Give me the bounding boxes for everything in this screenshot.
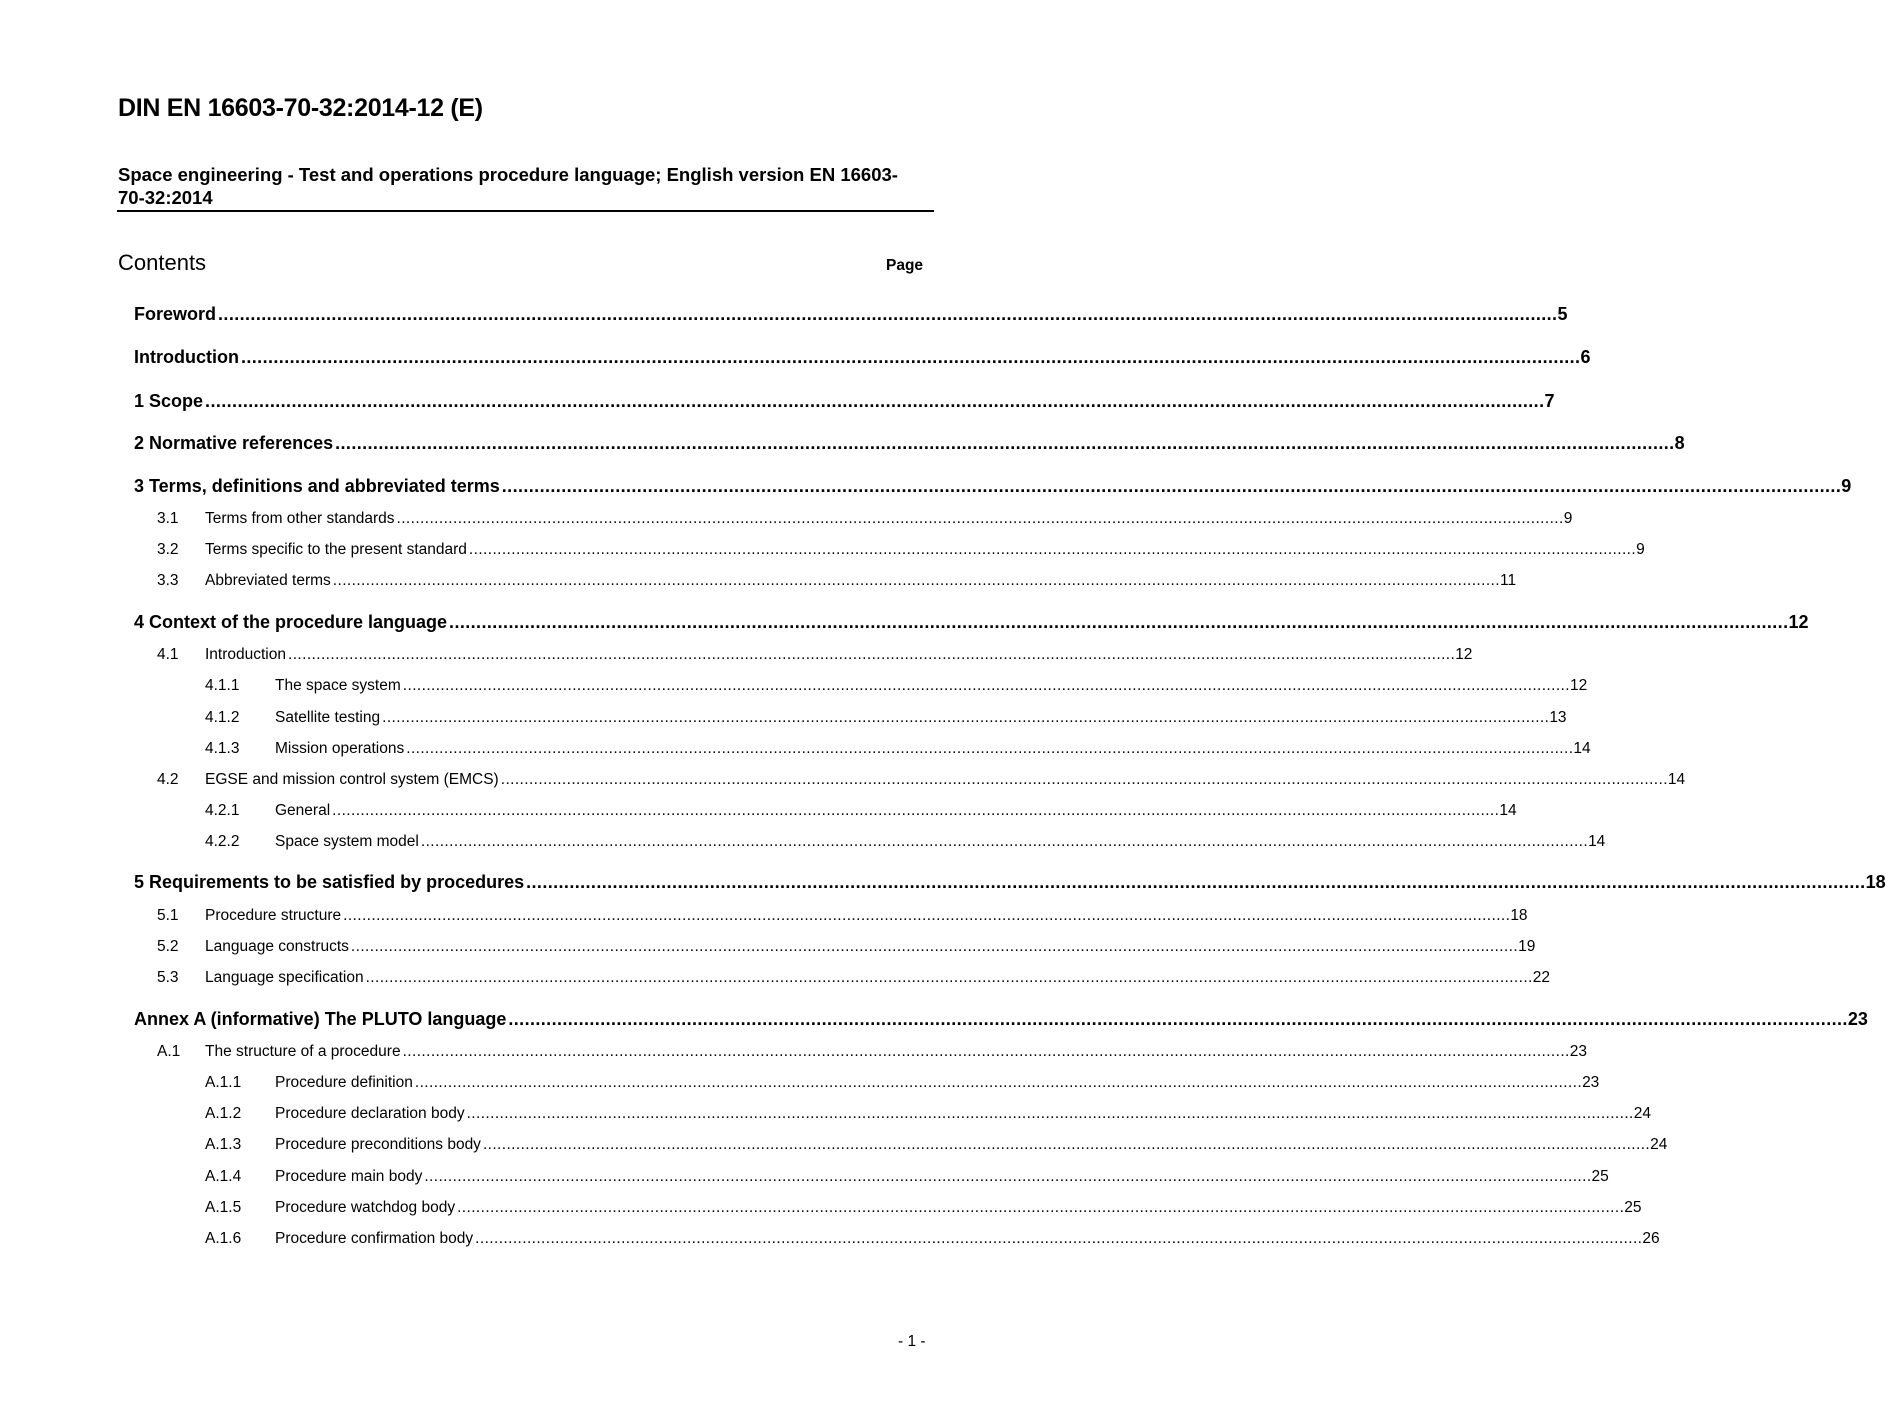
- toc-entry-number: 4: [134, 612, 145, 632]
- toc-leader: ........................................................................................................................................................................................................................................................: [402, 677, 1570, 694]
- toc-entry-title: Terms specific to the present standard: [205, 541, 467, 558]
- toc-entry-number: 5.1: [157, 907, 179, 924]
- toc-entry-page: 24: [1650, 1136, 1668, 1153]
- toc-entry-title: General: [275, 802, 331, 819]
- toc-entry-4-2-2[interactable]: [205, 833, 1606, 851]
- toc-entry-page: 9: [1636, 541, 1645, 558]
- toc-entry-title: Mission operations: [275, 740, 405, 757]
- toc-entry-page: 19: [1518, 938, 1536, 955]
- toc-entry-title: Terms from other standards: [205, 510, 395, 527]
- toc-entry-a-1-2[interactable]: [205, 1105, 1652, 1123]
- toc-entry-requirements[interactable]: [134, 872, 1886, 893]
- toc-leader: ........................................................................................................................................................................................................................................................: [218, 304, 1558, 324]
- toc-entry-page: 9: [1563, 510, 1573, 527]
- toc-leader: ........................................................................................................................................................................................................................................................: [475, 1230, 1643, 1247]
- toc-entry-title: Language specification: [205, 969, 364, 986]
- toc-entry-title: Procedure declaration body: [275, 1105, 465, 1122]
- toc-entry-5-2[interactable]: [157, 938, 1536, 956]
- toc-entry-number: 4.2.2: [205, 833, 240, 850]
- toc-entry-title: Terms, definitions and abbreviated terms: [149, 476, 500, 496]
- toc-entry-title: Procedure structure: [205, 907, 342, 924]
- toc-entry-page: 8: [1674, 433, 1685, 453]
- toc-entry-title: Abbreviated terms: [205, 572, 331, 589]
- toc-entry-page: 9: [1841, 476, 1852, 496]
- toc-leader: ........................................................................................................................................................................................................................................................: [414, 1074, 1583, 1091]
- toc-entry-page: 11: [1499, 572, 1517, 589]
- toc-entry-page: 23: [1847, 1009, 1868, 1029]
- toc-entry-number: 4.1.2: [205, 709, 240, 726]
- toc-entry-number: 3: [134, 476, 145, 496]
- toc-leader: ........................................................................................................................................................................................................................................................: [501, 476, 1842, 496]
- toc-entry-number: 3.3: [157, 572, 179, 589]
- toc-entry-4-1[interactable]: [157, 646, 1473, 664]
- toc-entry-title: Introduction: [205, 646, 286, 663]
- toc-leader: ........................................................................................................................................................................................................................................................: [402, 1043, 1570, 1060]
- toc-entry-4-2-1[interactable]: [205, 802, 1517, 820]
- toc-entry-number: 3.1: [157, 510, 179, 527]
- toc-leader: ........................................................................................................................................................................................................................................................: [240, 347, 1581, 367]
- header-divider: [117, 210, 934, 212]
- toc-entry-4-2[interactable]: [157, 771, 1686, 789]
- toc-entry-page: 7: [1544, 391, 1555, 411]
- toc-leader: ........................................................................................................................................................................................................................................................: [406, 740, 1574, 757]
- toc-entry-title: Space system model: [275, 833, 419, 850]
- toc-entry-page: 12: [1455, 646, 1473, 663]
- toc-entry-terms[interactable]: [134, 476, 1852, 497]
- toc-entry-foreword[interactable]: [134, 304, 1568, 325]
- toc-entry-number: A.1.5: [205, 1199, 242, 1216]
- toc-entry-page: 12: [1788, 612, 1809, 632]
- toc-entry-title: Foreword: [134, 304, 217, 324]
- toc-entry-number: 4.1.1: [205, 677, 240, 694]
- toc-entry-title: The structure of a procedure: [205, 1043, 401, 1060]
- toc-entry-page: 14: [1573, 740, 1591, 757]
- toc-entry-number: 5.2: [157, 938, 179, 955]
- toc-entry-4-1-1[interactable]: [205, 677, 1588, 695]
- toc-entry-title: Procedure preconditions body: [275, 1136, 481, 1153]
- toc-entry-page: 13: [1549, 709, 1567, 726]
- page-number: - 1 -: [898, 1333, 926, 1350]
- toc-entry-title: Annex A (informative) The PLUTO language: [134, 1009, 507, 1029]
- toc-entry-title: Scope: [149, 391, 204, 411]
- toc-entry-number: 4.2.1: [205, 802, 240, 819]
- toc-entry-a-1[interactable]: [157, 1043, 1588, 1061]
- toc-entry-title: The space system: [275, 677, 401, 694]
- toc-leader: ........................................................................................................................................................................................................................................................: [365, 969, 1533, 986]
- toc-entry-page: 12: [1569, 677, 1588, 694]
- toc-entry-5-1[interactable]: [157, 907, 1528, 925]
- toc-entry-number: A.1.1: [205, 1074, 242, 1091]
- toc-entry-number: A.1.6: [205, 1230, 242, 1247]
- page-column-label: Page: [886, 257, 924, 274]
- toc-leader: ........................................................................................................................................................................................................................................................: [205, 391, 1545, 411]
- toc-entry-3-3[interactable]: [157, 572, 1517, 590]
- toc-leader: ........................................................................................................................................................................................................................................................: [508, 1009, 1848, 1029]
- toc-entry-a-1-4[interactable]: [205, 1168, 1609, 1186]
- toc-entry-3-1[interactable]: [157, 510, 1573, 528]
- toc-entry-title: Procedure main body: [275, 1168, 423, 1185]
- contents-heading: Contents: [118, 250, 207, 275]
- toc-entry-title: Procedure confirmation body: [275, 1230, 474, 1247]
- toc-entry-title: Language constructs: [205, 938, 349, 955]
- toc-entry-a-1-1[interactable]: [205, 1074, 1600, 1092]
- toc-entry-number: A.1.4: [205, 1168, 242, 1185]
- document-title: DIN EN 16603-70-32:2014-12 (E): [118, 94, 483, 122]
- toc-entry-5-3[interactable]: [157, 969, 1551, 987]
- toc-entry-context[interactable]: [134, 612, 1809, 633]
- toc-entry-annex-a[interactable]: [134, 1009, 1868, 1030]
- toc-entry-number: 5: [134, 872, 145, 892]
- toc-leader: ........................................................................................................................................................................................................................................................: [288, 646, 1456, 663]
- toc-entry-a-1-5[interactable]: [205, 1199, 1642, 1217]
- toc-entry-title: Normative references: [149, 433, 334, 453]
- toc-entry-a-1-6[interactable]: [205, 1230, 1660, 1248]
- toc-entry-page: 26: [1642, 1230, 1660, 1247]
- toc-leader: ........................................................................................................................................................................................................................................................: [457, 1199, 1625, 1216]
- toc-entry-page: 14: [1588, 833, 1606, 850]
- toc-leader: ........................................................................................................................................................................................................................................................: [396, 510, 1564, 527]
- toc-entry-normative-references[interactable]: [134, 433, 1685, 454]
- toc-entry-title: Procedure watchdog body: [275, 1199, 456, 1216]
- toc-entry-page: 23: [1569, 1043, 1588, 1060]
- toc-entry-4-1-3[interactable]: [205, 740, 1591, 758]
- toc-leader: ........................................................................................................................................................................................................................................................: [332, 572, 1500, 589]
- toc-entry-page: 25: [1624, 1199, 1642, 1216]
- toc-entry-number: 4.1.3: [205, 740, 240, 757]
- toc-leader: ........................................................................................................................................................................................................................................................: [500, 771, 1668, 788]
- toc-entry-4-1-2[interactable]: [205, 709, 1567, 727]
- toc-entry-number: 4.1: [157, 646, 179, 663]
- toc-leader: ........................................................................................................................................................................................................................................................: [335, 433, 1675, 453]
- toc-leader: ........................................................................................................................................................................................................................................................: [420, 833, 1589, 850]
- toc-entry-introduction[interactable]: [134, 347, 1591, 368]
- toc-entry-number: 3.2: [157, 541, 179, 558]
- toc-leader: ........................................................................................................................................................................................................................................................: [468, 541, 1637, 558]
- toc-entry-scope[interactable]: [134, 391, 1555, 412]
- toc-leader: ........................................................................................................................................................................................................................................................: [343, 907, 1511, 924]
- toc-leader: ........................................................................................................................................................................................................................................................: [382, 709, 1550, 726]
- toc-entry-title: Satellite testing: [275, 709, 381, 726]
- toc-leader: ........................................................................................................................................................................................................................................................: [466, 1105, 1634, 1122]
- toc-leader: ........................................................................................................................................................................................................................................................: [350, 938, 1519, 955]
- toc-entry-number: A.1.3: [205, 1136, 242, 1153]
- toc-entry-page: 18: [1510, 907, 1528, 924]
- toc-entry-number: 5.3: [157, 969, 179, 986]
- toc-entry-page: 23: [1582, 1074, 1600, 1091]
- toc-entry-number: A.1: [157, 1043, 181, 1060]
- toc-leader: ........................................................................................................................................................................................................................................................: [332, 802, 1500, 819]
- toc-entry-page: 14: [1667, 771, 1686, 788]
- toc-entry-page: 18: [1865, 872, 1886, 892]
- toc-entry-number: 4.2: [157, 771, 179, 788]
- toc-entry-title: Requirements to be satisfied by procedures: [149, 872, 525, 892]
- toc-entry-3-2[interactable]: [157, 541, 1645, 559]
- toc-leader: ........................................................................................................................................................................................................................................................: [424, 1168, 1592, 1185]
- toc-entry-page: 22: [1532, 969, 1551, 986]
- document-subtitle: Space engineering - Test and operations procedure language; English version EN 16603-70-32:2014: [118, 164, 898, 208]
- toc-entry-title: EGSE and mission control system (EMCS): [205, 771, 499, 788]
- toc-entry-a-1-3[interactable]: [205, 1136, 1668, 1154]
- toc-entry-page: 25: [1591, 1168, 1609, 1185]
- toc-entry-title: Context of the procedure language: [149, 612, 448, 632]
- toc-leader: ........................................................................................................................................................................................................................................................: [526, 872, 1866, 892]
- toc-entry-page: 24: [1633, 1105, 1652, 1122]
- toc-entry-number: 2: [134, 433, 145, 453]
- toc-leader: ........................................................................................................................................................................................................................................................: [449, 612, 1789, 632]
- toc-entry-number: 1: [134, 391, 145, 411]
- toc-entry-title: Procedure definition: [275, 1074, 413, 1091]
- toc-leader: ........................................................................................................................................................................................................................................................: [482, 1136, 1651, 1153]
- toc-entry-number: A.1.2: [205, 1105, 242, 1122]
- toc-entry-page: 14: [1499, 802, 1517, 819]
- toc-entry-title: Introduction: [134, 347, 239, 367]
- toc-entry-page: 6: [1580, 347, 1591, 367]
- toc-entry-page: 5: [1557, 304, 1568, 324]
